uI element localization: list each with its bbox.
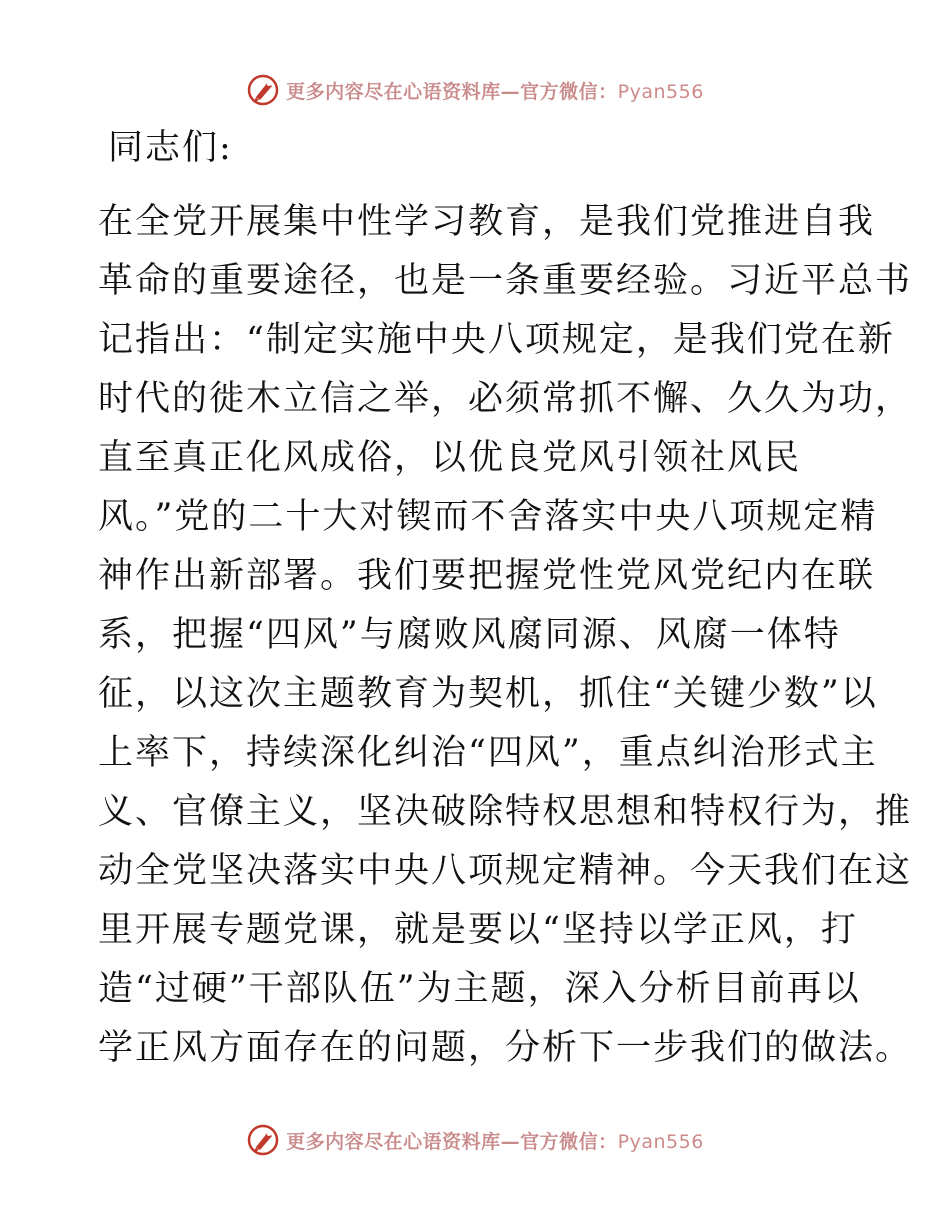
paragraph-line: 里开展专题党课，就是要以“坚持以学正风，打 bbox=[98, 910, 858, 950]
header-banner-text: 更多内容尽在心语资料库—官方微信： bbox=[286, 80, 618, 103]
paragraph-line: 学正风方面存在的问题，分析下一步我们的做法。 bbox=[98, 1028, 913, 1068]
paragraph-line: 征，以这次主题教育为契机，抓住“关键少数”以 bbox=[98, 674, 878, 714]
paragraph-line: 革命的重要途径，也是一条重要经验。习近平总书 bbox=[98, 261, 913, 301]
paragraph-line: 上率下，持续深化纠治“四风”，重点纠治形式主 bbox=[98, 733, 878, 773]
paragraph-line: 神作出新部署。我们要把握党性党风党纪内在联 bbox=[98, 556, 876, 596]
paragraph-line: 风。”党的二十大对锲而不舍落实中央八项规定精 bbox=[98, 497, 878, 537]
header-wechat-id: Pyan556 bbox=[617, 80, 704, 103]
paragraph-line: 时代的徙木立信之举，必须常抓不懈、久久为功， bbox=[98, 379, 913, 419]
pen-nib-logo-icon bbox=[246, 73, 280, 107]
footer-wechat-id: Pyan556 bbox=[617, 1130, 704, 1153]
footer-banner-text: 更多内容尽在心语资料库—官方微信： bbox=[286, 1130, 618, 1153]
pen-nib-logo-icon bbox=[246, 1123, 280, 1157]
paragraph-line: 动全党坚决落实中央八项规定精神。今天我们在这 bbox=[98, 851, 913, 891]
salutation: 同志们: bbox=[108, 128, 233, 168]
paragraph-line: 系，把握“四风”与腐败风腐同源、风腐一体特 bbox=[98, 615, 841, 655]
header-banner bbox=[0, 70, 950, 110]
footer-banner bbox=[0, 1120, 950, 1160]
paragraph-line: 造“过硬”干部队伍”为主题，深入分析目前再以 bbox=[98, 969, 861, 1009]
body-paragraph bbox=[98, 196, 913, 1081]
paragraph-line: 在全党开展集中性学习教育，是我们党推进自我 bbox=[98, 202, 876, 242]
paragraph-line: 记指出：“制定实施中央八项规定，是我们党在新 bbox=[98, 320, 895, 360]
paragraph-line: 义、官僚主义，坚决破除特权思想和特权行为，推 bbox=[98, 792, 913, 832]
paragraph-line: 直至真正化风成俗，以优良党风引领社风民 bbox=[98, 438, 802, 478]
